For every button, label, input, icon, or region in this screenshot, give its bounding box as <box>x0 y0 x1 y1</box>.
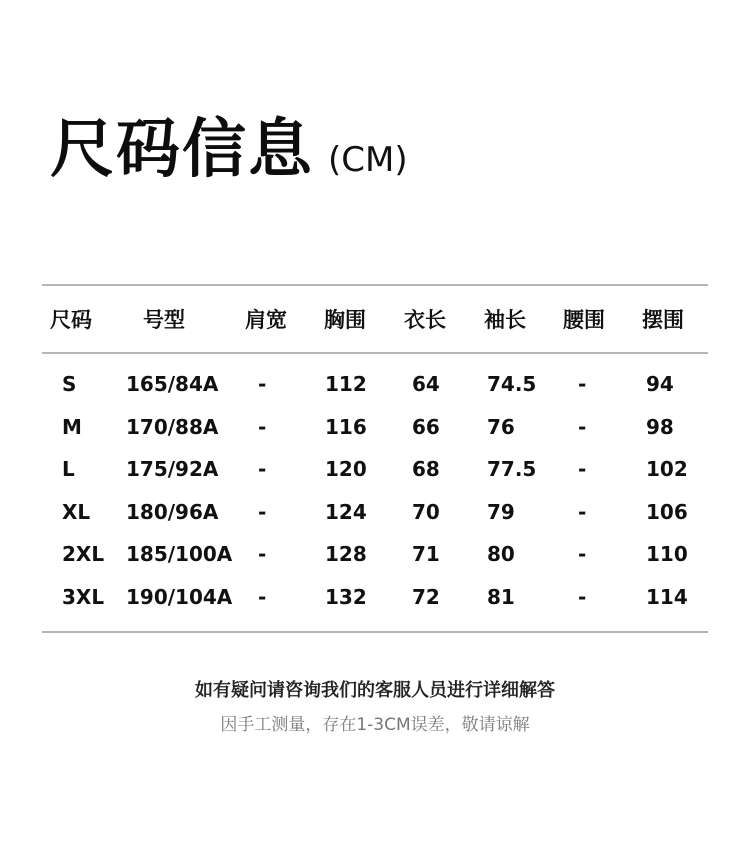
header-shoulder: 肩宽 <box>245 308 287 332</box>
table-cell: 132 <box>325 584 367 609</box>
title-unit: (CM) <box>328 140 408 180</box>
table-cell: - <box>258 414 267 439</box>
size-table-body <box>0 360 750 616</box>
table-cell: 106 <box>646 499 688 524</box>
table-cell: 180/96A <box>126 499 219 524</box>
table-cell: 102 <box>646 457 688 482</box>
measurement-disclaimer: 因手工测量，存在1-3CM误差，敬请谅解 <box>220 715 530 735</box>
table-cell: - <box>258 584 267 609</box>
table-cell: - <box>258 542 267 567</box>
size-table-header <box>0 304 750 340</box>
table-cell: M <box>62 414 82 439</box>
table-row <box>0 488 750 531</box>
table-cell: 64 <box>412 372 440 396</box>
top-divider <box>42 284 708 286</box>
table-cell: 165/84A <box>126 372 219 396</box>
table-cell: - <box>258 457 267 482</box>
bottom-divider <box>42 631 708 633</box>
header-waist: 腰围 <box>563 308 605 332</box>
page-title <box>50 113 408 187</box>
title-main: 尺码信息 <box>50 113 314 187</box>
table-cell: 175/92A <box>126 457 219 482</box>
header-size: 尺码 <box>50 308 92 332</box>
table-cell: - <box>258 372 267 396</box>
table-cell: 98 <box>646 414 674 439</box>
table-cell: - <box>578 584 587 609</box>
table-cell: 3XL <box>62 584 105 609</box>
table-cell: 70 <box>412 499 440 524</box>
table-row <box>0 530 750 573</box>
table-cell: 185/100A <box>126 542 233 567</box>
header-length: 衣长 <box>404 308 446 332</box>
table-cell: 94 <box>646 372 674 396</box>
table-cell: 76 <box>487 414 515 439</box>
table-cell: 74.5 <box>487 372 537 396</box>
table-cell: 114 <box>646 584 688 609</box>
header-chest: 胸围 <box>324 308 366 332</box>
table-row <box>0 360 750 403</box>
table-cell: - <box>258 499 267 524</box>
header-model: 号型 <box>143 308 185 332</box>
table-row <box>0 445 750 488</box>
table-cell: 2XL <box>62 542 105 567</box>
table-cell: 128 <box>325 542 367 567</box>
table-cell: - <box>578 457 587 482</box>
header-divider <box>42 352 708 354</box>
table-cell: 110 <box>646 542 688 567</box>
table-cell: 116 <box>325 414 367 439</box>
table-cell: XL <box>62 499 91 524</box>
table-cell: 71 <box>412 542 440 567</box>
table-cell: 80 <box>487 542 515 567</box>
table-cell: 170/88A <box>126 414 219 439</box>
table-cell: - <box>578 499 587 524</box>
header-sleeve: 袖长 <box>484 308 526 332</box>
table-cell: 112 <box>325 372 367 396</box>
header-hem: 摆围 <box>642 308 684 332</box>
table-cell: 72 <box>412 584 440 609</box>
table-cell: 68 <box>412 457 440 482</box>
table-cell: 124 <box>325 499 367 524</box>
table-cell: 66 <box>412 414 440 439</box>
table-row <box>0 403 750 446</box>
table-cell: 81 <box>487 584 515 609</box>
table-cell: - <box>578 414 587 439</box>
table-cell: - <box>578 372 587 396</box>
table-cell: S <box>62 372 77 396</box>
table-cell: L <box>62 457 75 482</box>
table-cell: 120 <box>325 457 367 482</box>
service-note: 如有疑问请咨询我们的客服人员进行详细解答 <box>195 680 555 701</box>
table-cell: 79 <box>487 499 515 524</box>
table-row <box>0 573 750 616</box>
table-cell: - <box>578 542 587 567</box>
table-cell: 190/104A <box>126 584 233 609</box>
table-cell: 77.5 <box>487 457 537 482</box>
